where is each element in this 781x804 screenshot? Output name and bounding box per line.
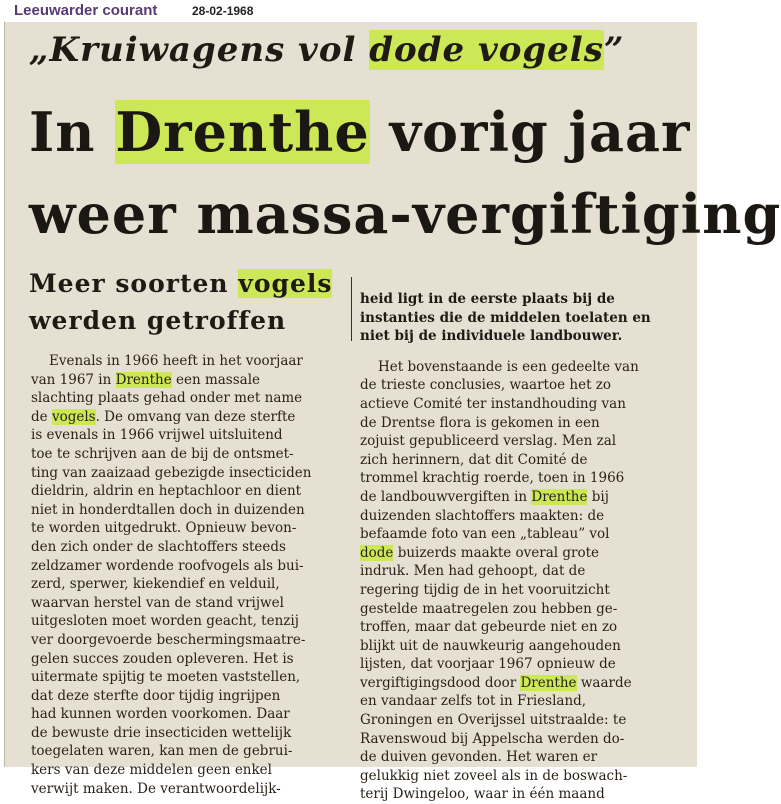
text-segment: dieldrin, aldrin en heptachloor en dient [31,483,302,500]
text-segment: de bewuste drie insecticiden wettelijk [31,724,292,741]
text-segment: ting van zaaizaad gebezigde insecticiden [31,464,312,481]
text-line: heid ligt in de eerste plaats bij de [360,291,615,307]
text-line [31,687,349,706]
text-line [31,371,349,390]
text-line [360,488,690,507]
text-segment: dat deze sterfte door tijdig ingrijpen [31,687,281,704]
text-segment: lijsten, dat voorjaar 1967 opnieuw de [360,656,616,673]
text-line [31,426,349,445]
newspaper-clipping [4,22,781,803]
text-segment: verwijt maken. De verantwoordelijk- [31,780,281,797]
kicker-close-quote: ” [603,30,625,70]
text-segment: blijkt uit de nauwkeurig aangehouden [360,637,621,654]
text-line [31,408,349,427]
text-line: niet bij de individuele landbouwer. [360,328,623,345]
text-line [360,507,690,526]
text-line [31,650,349,669]
text-line [360,600,690,619]
text-line [360,562,690,581]
text-line [360,469,690,488]
subheadline-line-2: werden getroffen [29,306,287,335]
text-line: instanties die de middelen toelaten en [360,309,651,326]
text-segment: zeldzamer wordende roofvogels als bui- [31,557,304,574]
highlighted-word: dode [360,544,394,561]
text-line [360,432,690,451]
subheadline-highlight: vogels [238,269,333,298]
right-column-body [360,358,690,804]
text-line [31,352,349,371]
text-segment: Het bovenstaande is een gedeelte van [378,358,639,375]
text-segment: de trieste conclusies, waartoe het zo [360,377,612,394]
text-line [360,451,690,470]
text-line [31,482,349,501]
text-line [31,705,349,724]
kicker-highlight: dode vogels [369,30,604,70]
text-line [31,389,349,408]
text-line [360,618,690,637]
text-line [360,358,690,377]
text-line [360,544,690,563]
text-segment: den zich onder de slachtoffers steeds [31,538,286,555]
kicker-headline [29,30,624,70]
text-line [31,538,349,557]
text-segment: gelen succes zouden opleveren. Het is [31,650,294,667]
headline-line-2: weer massa-vergiftiging [29,182,781,246]
text-segment: gestelde maatregelen zou hebben ge- [360,600,618,617]
text-segment: indruk. Men had gehoopt, dat de [360,563,586,580]
text-segment: trommel krachtig roerde, toen in 1966 [360,470,625,487]
text-segment: actieve Comité ter instandhouding van [360,395,626,412]
text-line [31,501,349,520]
text-segment: ver doorgevoerde beschermingsmaatre- [31,631,306,648]
text-line [360,395,690,414]
text-line [31,445,349,464]
text-line [360,692,690,711]
text-segment: troffen, maar dat gebeurde niet en zo [360,619,618,636]
text-segment: de duiven gevonden. Het waren er [360,749,598,766]
right-column [360,290,690,804]
highlighted-word: vogels [51,408,96,425]
text-segment: terij Dwingeloo, waar in één maand [360,786,605,803]
text-segment: buizerds maakte overal grote [393,544,600,561]
text-line [31,464,349,483]
column-divider [351,277,352,341]
text-line [360,376,690,395]
headline-highlight: Drenthe [115,100,370,164]
highlighted-word: Drenthe [520,674,577,691]
text-segment: slachting plaats gehad onder met name [31,390,303,407]
text-segment: waarvan herstel van de stand vrijwel [31,594,284,611]
text-line [360,414,690,433]
text-segment: te worden uitgedrukt. Opnieuw bevon- [31,520,297,537]
text-line [360,730,690,749]
source-header [0,0,700,22]
text-segment: . De omvang van deze sterfte [95,408,296,425]
text-line [31,668,349,687]
text-line [360,711,690,730]
subheadline-line-1 [29,266,345,301]
text-segment: duizenden slachtoffers maakten: de [360,507,605,524]
text-segment: uitgesloten moet worden geacht, tenzij [31,613,299,630]
text-segment: Ravenswoud bij Appelscha werden do- [360,730,625,747]
headline-text: In [29,100,116,164]
text-segment: de Drentse flora is gekomen in een [360,414,600,431]
text-segment: regering tijdig de in het vooruitzicht [360,581,610,598]
text-line [360,655,690,674]
headline-text: vorig jaar [369,100,691,164]
text-segment: vergiftigingsdood door [360,674,521,691]
text-line [360,637,690,656]
text-segment: had kunnen worden voorkomen. Daar [31,706,290,723]
text-line [31,724,349,743]
text-line [31,761,349,780]
text-segment: uitermate spijtig te moeten vaststellen, [31,669,301,686]
text-segment: kers van deze middelen geen enkel [31,762,272,779]
text-segment: gelukkig niet zoveel als in de boswach- [360,767,628,784]
text-segment: en vandaar zelfs tot in Friesland, [360,693,587,710]
text-segment: de [31,408,52,425]
text-line [31,631,349,650]
text-segment: de landbouwvergiften in [360,488,532,505]
text-segment: zojuist gepubliceerd verslag. Men zal [360,433,617,450]
highlighted-word: Drenthe [115,371,172,388]
text-line [360,748,690,767]
text-segment: zich herinnern, dat dit Comité de [360,451,588,468]
text-segment: Evenals in 1966 heeft in het voorjaar [49,353,303,369]
text-segment: een massale [171,371,261,388]
text-line [360,767,690,786]
text-line [360,525,690,544]
text-segment: bij [587,488,609,505]
text-segment: zerd, sperwer, kiekendief en velduil, [31,576,280,593]
text-line [31,742,349,761]
headline-line-1 [29,100,690,164]
text-line [31,612,349,631]
text-line [360,674,690,693]
right-column-lead [360,290,690,346]
highlighted-word: Drenthe [531,488,588,505]
text-segment: waarde [576,674,632,691]
text-segment: niet in honderdtallen doch in duizenden [31,501,305,518]
text-segment: Groningen en Overijssel uitstraalde: te [360,712,627,729]
text-line [31,575,349,594]
text-line [31,519,349,538]
text-segment: is evenals in 1966 vrijwel uitsluitend [31,427,283,444]
newspaper-name: Leeuwarder courant [14,2,158,19]
subheadline-text: Meer soorten [29,269,239,298]
kicker-text: „Kruiwagens vol [29,30,370,70]
text-line [31,780,349,799]
left-column-body [31,352,349,798]
text-segment: van 1967 in [31,371,116,388]
text-segment: toegelaten waren, kan men de gebrui- [31,743,293,760]
text-line [31,594,349,613]
text-line [360,785,690,804]
publication-date: 28-02-1968 [192,4,254,18]
text-line [360,581,690,600]
text-segment: toe te schrijven aan de bij de ontsmet- [31,445,294,462]
text-line [31,557,349,576]
text-segment: befaamde foto van een „tableau” vol [360,526,610,543]
